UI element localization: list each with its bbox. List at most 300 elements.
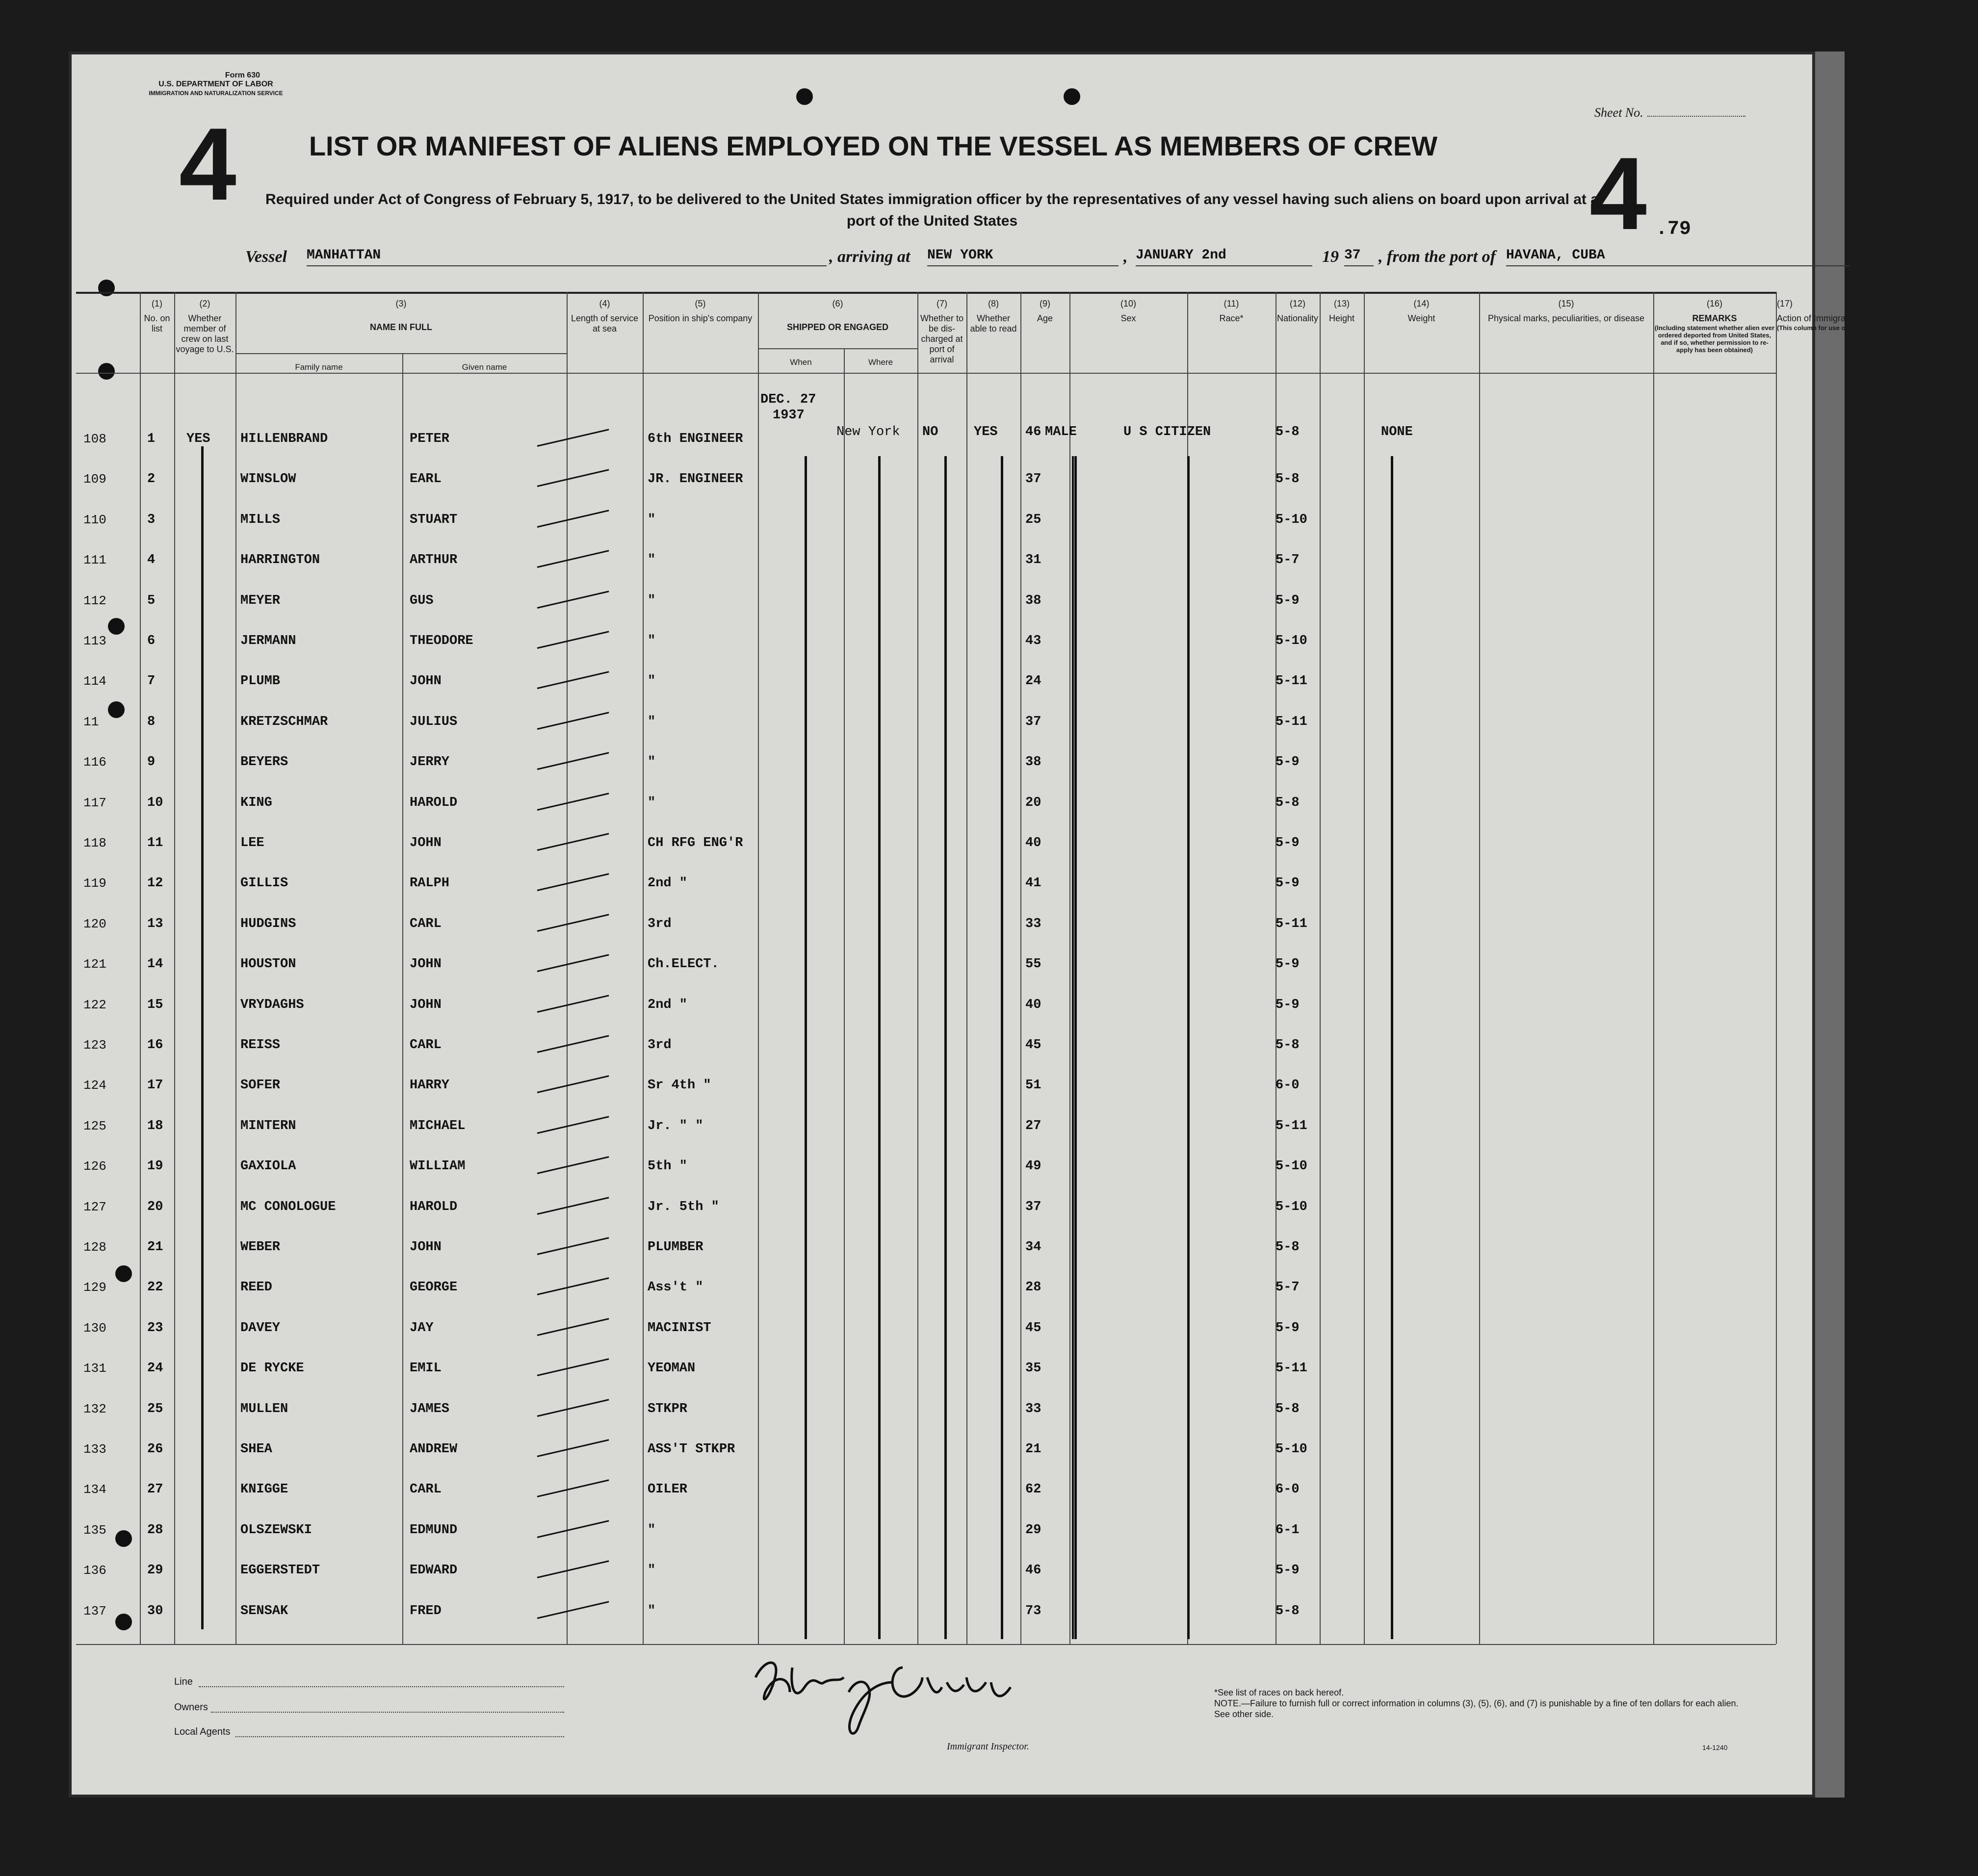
row-position: STKPR <box>648 1401 688 1416</box>
row-line-number: 133 <box>83 1442 106 1457</box>
penalty-note: NOTE.—Failure to furnish full or correct information in columns (3), (5), (6), and (7) is punishable by a fine of ten dollars for each alien. See other side. <box>1214 1698 1739 1719</box>
row-height: 5-11 <box>1275 1118 1307 1133</box>
row-position: " <box>648 714 656 729</box>
row-age: 38 <box>1025 755 1041 770</box>
column-rule <box>1320 292 1321 1644</box>
row-position: 2nd " <box>648 997 688 1012</box>
row-line-number: 122 <box>83 997 106 1012</box>
row-given-name: CARL <box>410 1482 442 1497</box>
row-given-name: GUS <box>410 593 434 608</box>
table-top-rule <box>76 292 1776 294</box>
row-age: 37 <box>1025 1199 1041 1214</box>
row-age: 25 <box>1025 512 1041 527</box>
ditto-stroke <box>1074 456 1077 1639</box>
row-position: OILER <box>648 1482 688 1497</box>
row-line-number: 120 <box>83 916 106 931</box>
column-label: Weight <box>1407 313 1435 323</box>
punch-hole <box>115 1614 132 1630</box>
row-list-number: 13 <box>147 916 163 931</box>
shipped-year: 1937 <box>773 408 805 423</box>
row-height: 5-9 <box>1275 997 1300 1012</box>
row-family-name: SOFER <box>240 1078 281 1093</box>
column-label: Nationality <box>1276 313 1319 323</box>
punch-hole <box>108 618 125 635</box>
row-family-name: BEYERS <box>240 755 288 770</box>
row-given-name: EDWARD <box>410 1563 458 1578</box>
row-list-number: 17 <box>147 1078 163 1093</box>
column-number: (6) <box>832 299 843 308</box>
row-position: Sr 4th " <box>648 1078 711 1093</box>
inspector-label: Immigrant Inspector. <box>947 1741 1029 1752</box>
vessel-label: Vessel <box>245 248 287 266</box>
row-position: CH RFG ENG'R <box>648 836 743 850</box>
row-age: 40 <box>1025 836 1041 850</box>
row-line-number: 110 <box>83 512 106 527</box>
column-label: Action of Immigrant Inspector <box>1777 313 1892 323</box>
footer-notice <box>1214 1687 1754 1720</box>
punch-hole <box>796 88 813 105</box>
column-number: (13) <box>1333 299 1350 308</box>
row-height: 5-10 <box>1275 512 1307 527</box>
row-family-name: MULLEN <box>240 1401 288 1416</box>
row-given-name: MICHAEL <box>410 1118 466 1133</box>
row-position: " <box>648 674 656 689</box>
column-number: (2) <box>199 299 210 308</box>
row-family-name: WEBER <box>240 1240 281 1255</box>
row-height: 5-7 <box>1275 553 1300 568</box>
row-list-number: 21 <box>147 1240 163 1255</box>
header-bottom-rule <box>76 373 1776 374</box>
row-height: 5-11 <box>1275 1361 1307 1376</box>
shipped-when-label: When <box>790 358 812 367</box>
row-given-name: JULIUS <box>410 714 458 729</box>
year-suffix: 37 <box>1344 248 1374 266</box>
row-crew-member: YES <box>186 432 210 446</box>
row-line-number: 125 <box>83 1118 106 1133</box>
row-list-number: 22 <box>147 1280 163 1295</box>
row-family-name: GILLIS <box>240 876 288 891</box>
column-rule <box>567 292 568 1644</box>
row-age: 41 <box>1025 876 1041 891</box>
column-rule <box>1776 292 1777 1644</box>
row-family-name: REED <box>240 1280 272 1295</box>
row-list-number: 4 <box>147 553 156 568</box>
row-given-name: HAROLD <box>410 795 458 810</box>
row-age: 43 <box>1025 634 1041 648</box>
table-bottom-rule <box>76 1644 1776 1645</box>
row-height: 5-11 <box>1275 916 1307 931</box>
row-line-number: 119 <box>83 876 106 891</box>
side-number: .79 <box>1656 218 1692 240</box>
column-label: REMARKS <box>1692 313 1737 323</box>
row-line-number: 130 <box>83 1320 106 1336</box>
row-age: 45 <box>1025 1038 1041 1053</box>
arriving-label: , arriving at <box>829 248 911 266</box>
row-age: 62 <box>1025 1482 1041 1497</box>
inspector-signature <box>746 1648 1020 1746</box>
form-number: Form 630 <box>225 71 260 79</box>
row-family-name: SHEA <box>240 1442 272 1457</box>
ditto-stroke <box>201 446 204 1629</box>
row-position: 6th ENGINEER <box>648 432 743 446</box>
row-line-number: 135 <box>83 1522 106 1538</box>
column-label: Whether able to read <box>970 313 1017 334</box>
line-label: Line <box>174 1676 193 1687</box>
column-rule <box>235 292 236 1644</box>
row-age: 73 <box>1025 1603 1041 1619</box>
ditto-stroke <box>1187 456 1190 1639</box>
column-number: (7) <box>937 299 947 308</box>
column-number: (11) <box>1223 299 1239 308</box>
row-position: 3rd <box>648 1038 672 1053</box>
column-rule <box>758 292 759 1644</box>
row-family-name: OLSZEWSKI <box>240 1522 312 1538</box>
row-age: 27 <box>1025 1118 1041 1133</box>
row-list-number: 12 <box>147 876 163 891</box>
row-list-number: 30 <box>147 1603 163 1619</box>
row-given-name: CARL <box>410 1038 442 1053</box>
column-label: No. on list <box>144 313 170 334</box>
row-given-name: JOHN <box>410 1240 442 1255</box>
row-line-number: 123 <box>83 1038 106 1053</box>
row-age: 24 <box>1025 674 1041 689</box>
row-given-name: ARTHUR <box>410 553 458 568</box>
owners-label: Owners <box>174 1702 208 1713</box>
row-list-number: 27 <box>147 1482 163 1497</box>
row-age: 33 <box>1025 916 1041 931</box>
row-list-number: 9 <box>147 755 156 770</box>
row-age: 46 <box>1025 425 1041 439</box>
row-position: " <box>648 553 656 568</box>
punch-hole <box>115 1530 132 1547</box>
ditto-stroke <box>1072 456 1074 1639</box>
row-height: 5-9 <box>1275 1320 1300 1336</box>
row-height: 5-8 <box>1275 472 1300 487</box>
row-position: " <box>648 593 656 608</box>
ditto-stroke <box>878 456 881 1639</box>
row-list-number: 23 <box>147 1320 163 1336</box>
arrival-date: JANUARY 2nd <box>1136 248 1312 266</box>
row-line-number: 137 <box>83 1603 106 1619</box>
column-label: NAME IN FULL <box>370 322 432 332</box>
column-label: Length of service at sea <box>571 313 639 334</box>
row-line-number: 111 <box>83 553 106 568</box>
row-height: 5-10 <box>1275 634 1307 648</box>
row-line-number: 129 <box>83 1280 106 1295</box>
row-height: 6-0 <box>1275 1078 1300 1093</box>
row-family-name: MC CONOLOGUE <box>240 1199 336 1214</box>
row-family-name: DE RYCKE <box>240 1361 304 1376</box>
row-family-name: WINSLOW <box>240 472 296 487</box>
row-list-number: 16 <box>147 1038 163 1053</box>
ditto-stroke <box>944 456 947 1639</box>
column-number: (4) <box>599 299 610 308</box>
row-family-name: KRETZSCHMAR <box>240 714 328 729</box>
row-family-name: GAXIOLA <box>240 1159 296 1174</box>
sheet-number <box>1594 105 1745 120</box>
row-given-name: PETER <box>410 432 450 446</box>
row-family-name: DAVEY <box>240 1320 281 1336</box>
column-label: Sex <box>1120 313 1136 323</box>
column-label: Physical marks, peculiarities, or disease <box>1487 313 1645 323</box>
shipped-where-label: Where <box>868 358 893 367</box>
sheet-number-field <box>1647 116 1745 117</box>
column-number: (16) <box>1706 299 1722 308</box>
row-age: 38 <box>1025 593 1041 608</box>
row-family-name: HOUSTON <box>240 957 296 972</box>
row-height: 5-11 <box>1275 674 1307 689</box>
row-discharged: NO <box>922 425 938 439</box>
row-position: YEOMAN <box>648 1361 696 1376</box>
punch-hole <box>108 701 125 718</box>
row-height: 5-9 <box>1275 593 1300 608</box>
column-rule <box>1364 292 1365 1644</box>
row-position: 3rd <box>648 916 672 931</box>
row-line-number: 108 <box>83 432 106 446</box>
row-position: Jr. 5th " <box>648 1199 719 1214</box>
column-label: Whether to be dis-charged at port of arrival <box>920 313 964 364</box>
page-title: LIST OR MANIFEST OF ALIENS EMPLOYED ON THE VESSEL AS MEMBERS OF CREW <box>309 130 1438 161</box>
row-line-number: 126 <box>83 1159 106 1174</box>
row-list-number: 18 <box>147 1118 163 1133</box>
from-port-label: , from the port of <box>1379 248 1496 266</box>
big-number-left: 4 <box>179 106 236 222</box>
column-number: (14) <box>1413 299 1430 308</box>
column-rule <box>140 292 141 1644</box>
row-family-name: MEYER <box>240 593 281 608</box>
row-position: " <box>648 512 656 527</box>
ditto-stroke <box>1391 456 1393 1639</box>
row-list-number: 25 <box>147 1401 163 1416</box>
row-height: 5-8 <box>1275 1240 1300 1255</box>
row-line-number: 121 <box>83 957 106 972</box>
column-number: (17) <box>1777 299 1793 308</box>
row-age: 46 <box>1025 1563 1041 1578</box>
row-family-name: HARRINGTON <box>240 553 320 568</box>
row-height: 6-0 <box>1275 1482 1300 1497</box>
row-height: 5-8 <box>1275 1603 1300 1619</box>
row-position: " <box>648 1563 656 1578</box>
arriving-port: NEW YORK <box>927 248 1119 266</box>
row-family-name: MINTERN <box>240 1118 296 1133</box>
row-position: " <box>648 1522 656 1538</box>
row-given-name: EDMUND <box>410 1522 458 1538</box>
row-given-name: EARL <box>410 472 442 487</box>
line-field <box>199 1686 564 1687</box>
row-list-number: 29 <box>147 1563 163 1578</box>
row-sex: MALE <box>1045 425 1077 439</box>
row-line-number: 116 <box>83 755 106 770</box>
row-given-name: CARL <box>410 916 442 931</box>
row-height: 5-9 <box>1275 957 1300 972</box>
row-family-name: REISS <box>240 1038 281 1053</box>
column-label: Whether member of crew on last voyage to U.S. <box>176 313 234 354</box>
row-family-name: MILLS <box>240 512 281 527</box>
service-name: IMMIGRATION AND NATURALIZATION SERVICE <box>149 90 283 97</box>
row-line-number: 118 <box>83 836 106 850</box>
row-given-name: ANDREW <box>410 1442 458 1457</box>
column-label: Race* <box>1219 313 1244 323</box>
row-position: JR. ENGINEER <box>648 472 743 487</box>
row-family-name: HILLENBRAND <box>240 432 328 446</box>
row-family-name: JERMANN <box>240 634 296 648</box>
column-number: (5) <box>695 299 706 308</box>
row-age: 51 <box>1025 1078 1041 1093</box>
column-number: (1) <box>152 299 162 308</box>
column-rule <box>917 292 918 1644</box>
row-position: MACINIST <box>648 1320 711 1336</box>
row-height: 5-10 <box>1275 1159 1307 1174</box>
row-height: 5-8 <box>1275 1401 1300 1416</box>
row-given-name: RALPH <box>410 876 450 891</box>
row-line-number: 132 <box>83 1401 106 1416</box>
owners-field <box>211 1712 564 1713</box>
row-family-name: KING <box>240 795 272 810</box>
subtitle-line-2: port of the United States <box>846 213 1018 229</box>
row-given-name: JOHN <box>410 836 442 850</box>
row-given-name: JOHN <box>410 957 442 972</box>
row-list-number: 3 <box>147 512 156 527</box>
row-list-number: 8 <box>147 714 156 729</box>
row-height: 5-9 <box>1275 876 1300 891</box>
row-given-name: THEODORE <box>410 634 473 648</box>
column-rule <box>1653 292 1654 1644</box>
row-line-number: 117 <box>83 795 106 810</box>
vessel-line: Vessel MANHATTAN , arriving at NEW YORK , JANUARY 2nd 19 37 , from the port of HAVANA, CUBA <box>245 248 1678 272</box>
row-age: 55 <box>1025 957 1041 972</box>
row-position: " <box>648 634 656 648</box>
subtitle-line-1: Required under Act of Congress of February 5, 1917, to be delivered to the United States immigration officer by the representatives of any vessel having such aliens on board upon arrival at a <box>265 191 1599 207</box>
row-height: 5-7 <box>1275 1280 1300 1295</box>
name-subheader-rule <box>235 353 567 354</box>
row-able-to-read: YES <box>974 425 998 439</box>
row-family-name: HUDGINS <box>240 916 296 931</box>
row-position: 2nd " <box>648 876 688 891</box>
row-given-name: JERRY <box>410 755 450 770</box>
punch-hole <box>1064 88 1080 105</box>
row-list-number: 14 <box>147 957 163 972</box>
row-given-name: JOHN <box>410 674 442 689</box>
row-age: 45 <box>1025 1320 1041 1336</box>
column-rule <box>1069 292 1070 1644</box>
row-list-number: 28 <box>147 1522 163 1538</box>
row-list-number: 5 <box>147 593 156 608</box>
column-number: (3) <box>395 299 407 308</box>
row-family-name: KNIGGE <box>240 1482 288 1497</box>
column-number: (15) <box>1558 299 1574 308</box>
row-line-number: 128 <box>83 1240 106 1255</box>
column-sublabel: (Including statement whether alien ever ordered deported from United States, and if so, whether permission to re-apply has been obtained) <box>1654 324 1775 354</box>
column-rule <box>643 292 644 1644</box>
row-list-number: 15 <box>147 997 163 1012</box>
row-line-number: 131 <box>83 1361 106 1376</box>
row-height: 5-11 <box>1275 714 1307 729</box>
row-family-name: SENSAK <box>240 1603 288 1619</box>
column-rule <box>1479 292 1480 1644</box>
row-given-name: JAY <box>410 1320 434 1336</box>
row-position: PLUMBER <box>648 1240 703 1255</box>
row-age: 21 <box>1025 1442 1041 1457</box>
row-position: ASS'T STKPR <box>648 1442 735 1457</box>
row-nationality: U S CITIZEN <box>1123 425 1211 439</box>
column-rule <box>402 353 403 1644</box>
column-number: (8) <box>988 299 999 308</box>
row-given-name: HAROLD <box>410 1199 458 1214</box>
row-position: " <box>648 795 656 810</box>
shipped-subheader-rule <box>758 348 917 349</box>
row-physical-marks: NONE <box>1381 425 1413 439</box>
column-label: SHIPPED OR ENGAGED <box>786 322 889 332</box>
family-name-label: Family name <box>295 362 343 372</box>
big-number-right: 4 <box>1589 136 1647 251</box>
row-list-number: 7 <box>147 674 156 689</box>
column-number: (10) <box>1120 299 1136 308</box>
row-list-number: 2 <box>147 472 156 487</box>
column-label: Age <box>1037 313 1053 323</box>
row-family-name: VRYDAGHS <box>240 997 304 1012</box>
year-prefix: 19 <box>1322 248 1339 266</box>
row-age: 29 <box>1025 1522 1041 1538</box>
row-list-number: 20 <box>147 1199 163 1214</box>
row-line-number: 11 <box>83 714 99 729</box>
vessel-name: MANHATTAN <box>307 248 827 266</box>
row-list-number: 6 <box>147 634 156 648</box>
row-list-number: 11 <box>147 836 163 850</box>
shipped-date: DEC. 27 <box>760 392 816 407</box>
page-subtitle <box>157 189 1707 232</box>
row-family-name: LEE <box>240 836 264 850</box>
row-given-name: GEORGE <box>410 1280 458 1295</box>
race-note: *See list of races on back hereof. <box>1214 1688 1344 1697</box>
row-list-number: 19 <box>147 1159 163 1174</box>
agents-field <box>235 1736 564 1737</box>
footer-code: 14-1240 <box>1702 1744 1728 1751</box>
row-given-name: EMIL <box>410 1361 442 1376</box>
row-given-name: JAMES <box>410 1401 450 1416</box>
row-given-name: STUART <box>410 512 458 527</box>
row-age: 20 <box>1025 795 1041 810</box>
row-line-number: 134 <box>83 1482 106 1497</box>
row-age: 40 <box>1025 997 1041 1012</box>
column-rule <box>174 292 175 1644</box>
row-family-name: PLUMB <box>240 674 281 689</box>
row-list-number: 10 <box>147 795 163 810</box>
ditto-stroke <box>805 456 807 1639</box>
row-line-number: 136 <box>83 1563 106 1578</box>
column-number: (12) <box>1289 299 1305 308</box>
row-given-name: WILLIAM <box>410 1159 466 1174</box>
row-age: 33 <box>1025 1401 1041 1416</box>
row-height: 5-9 <box>1275 1563 1300 1578</box>
row-line-number: 124 <box>83 1078 106 1093</box>
column-label: Height <box>1328 313 1355 323</box>
row-given-name: HARRY <box>410 1078 450 1093</box>
row-list-number: 24 <box>147 1361 163 1376</box>
sheet-label: Sheet No. <box>1594 105 1643 120</box>
department-name: U.S. DEPARTMENT OF LABOR <box>158 80 273 88</box>
row-height: 5-8 <box>1275 795 1300 810</box>
row-line-number: 113 <box>83 634 106 648</box>
row-height: 5-8 <box>1275 425 1300 439</box>
row-position: " <box>648 1603 656 1619</box>
punch-hole <box>98 363 115 380</box>
row-age: 49 <box>1025 1159 1041 1174</box>
row-height: 5-8 <box>1275 1038 1300 1053</box>
punch-hole <box>115 1265 132 1282</box>
row-line-number: 112 <box>83 593 106 608</box>
column-rule <box>844 348 845 1644</box>
column-rule <box>966 292 967 1644</box>
